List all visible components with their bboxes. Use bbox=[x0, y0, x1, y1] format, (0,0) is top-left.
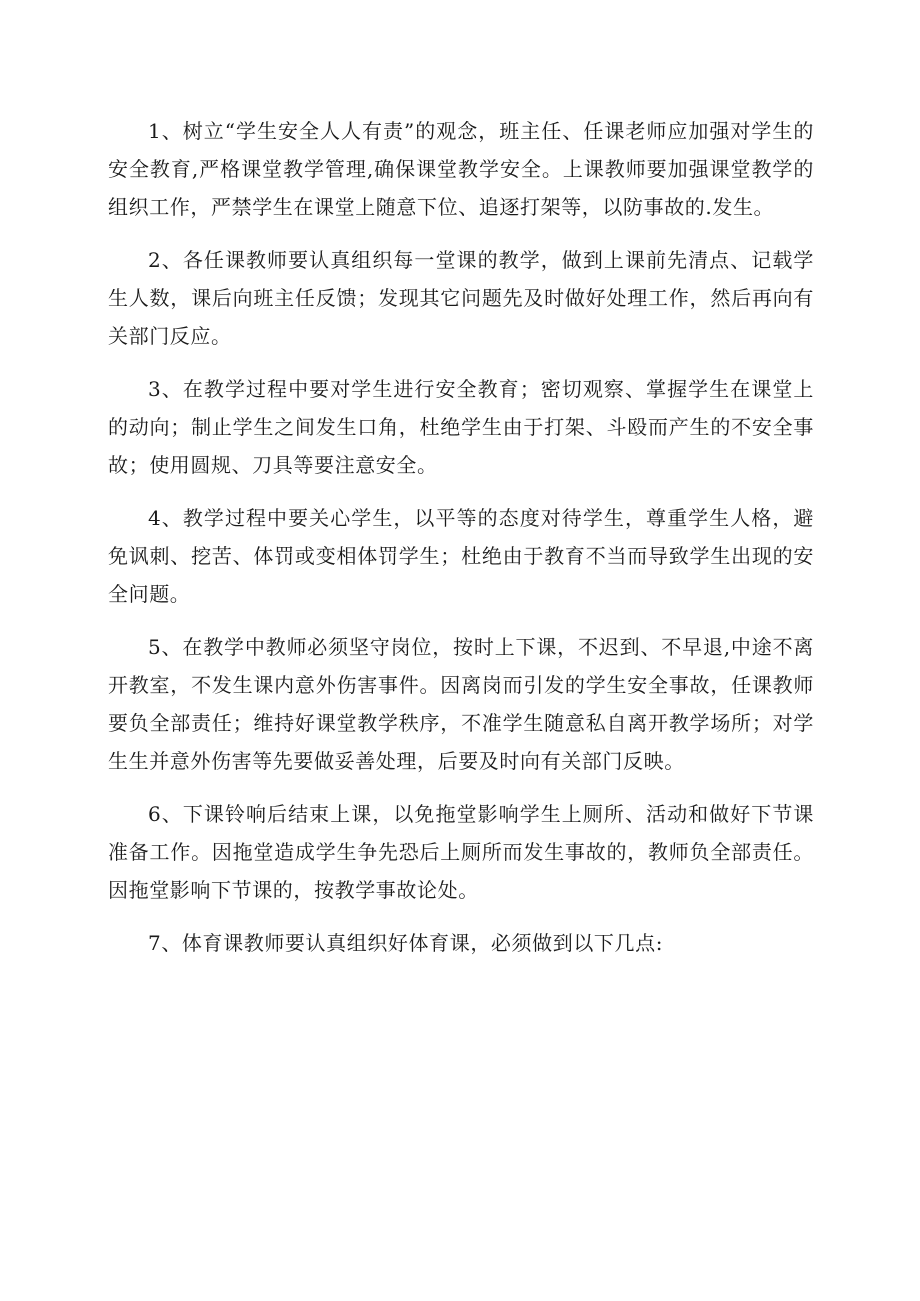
paragraph-2: 2、各任课教师要认真组织每一堂课的教学，做到上课前先清点、记载学生人数，课后向班主任反馈；发现其它问题先及时做好处理工作，然后再向有关部门反应。 bbox=[108, 248, 814, 348]
paragraph-4: 4、教学过程中要关心学生，以平等的态度对待学生，尊重学生人格，避免讽刺、挖苦、体罚或变相体罚学生；杜绝由于教育不当而导致学生出现的安全问题。 bbox=[108, 506, 814, 606]
paragraph-3: 3、在教学过程中要对学生进行安全教育；密切观察、掌握学生在课堂上的动向；制止学生之间发生口角，杜绝学生由于打架、斗殴而产生的不安全事故；使用圆规、刀具等要注意安全。 bbox=[108, 377, 814, 477]
paragraph-5: 5、在教学中教师必须坚守岗位，按时上下课，不迟到、不早退,中途不离开教室，不发生课内意外伤害事件。因离岗而引发的学生安全事故，任课教师要负全部责任；维持好课堂教学秩序，不准学生随意私自离开教学场所；对学生生并意外伤害等先要做妥善处理，后要及时向有关部门反映。 bbox=[108, 635, 814, 773]
paragraph-6: 6、下课铃响后结束上课，以免拖堂影响学生上厕所、活动和做好下节课准备工作。因拖堂造成学生争先恐后上厕所而发生事故的，教师负全部责任。因拖堂影响下节课的，按教学事故论处。 bbox=[108, 802, 814, 902]
paragraph-1: 1、树立“学生安全人人有责”的观念，班主任、任课老师应加强对学生的安全教育,严格课堂教学管理,确保课堂教学安全。上课教师要加强课堂教学的组织工作，严禁学生在课堂上随意下位、追逐打架等，以防事故的.发生。 bbox=[108, 119, 814, 219]
paragraph-7: 7、体育课教师要认真组织好体育课，必须做到以下几点: bbox=[148, 931, 664, 955]
